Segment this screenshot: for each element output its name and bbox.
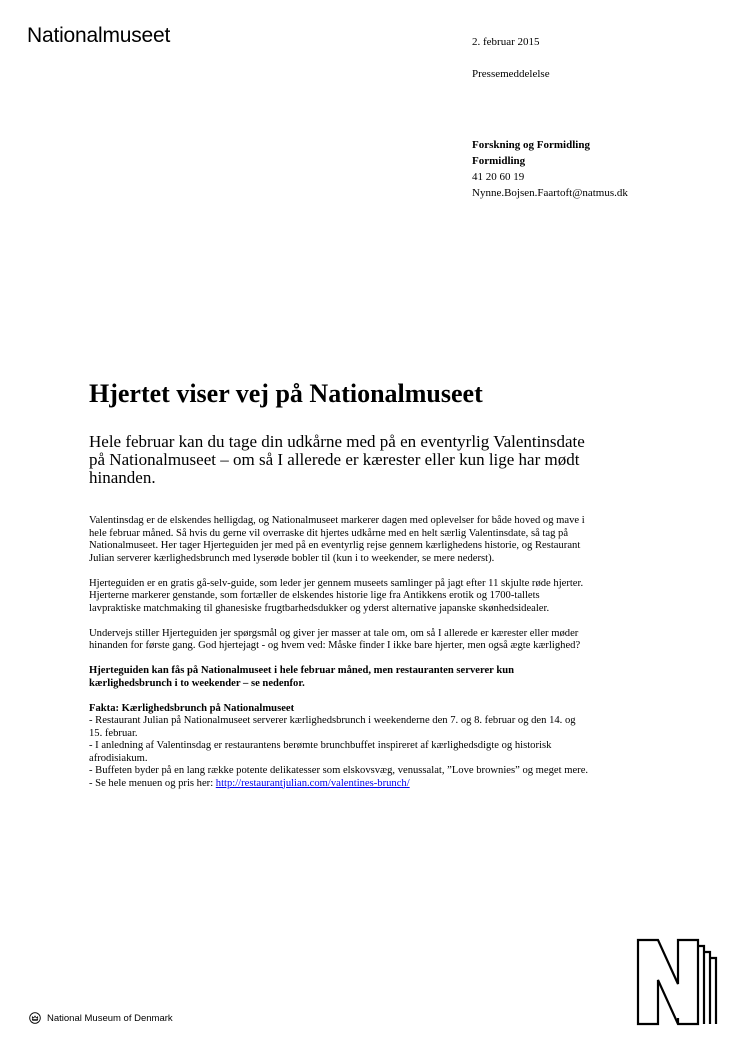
contact-unit: Formidling <box>472 155 526 167</box>
facts-heading: Fakta: Kærlighedsbrunch på Nationalmuseet <box>89 702 295 714</box>
contact-email: Nynne.Bojsen.Faartoft@natmus.dk <box>472 187 628 199</box>
article-title: Hjertet viser vej på Nationalmuseet <box>89 379 483 408</box>
body-paragraph: Undervejs stiller Hjerteguiden jer spørgsmål og giver jer masser at tale om, om så I allerede er kærester eller møder hinanden for første gang. God hjertejagt - og hvem ved: Måske finder I ikke bare hjerter, men også ægte kærlighed? <box>89 627 581 651</box>
document-type: Pressemeddelelse <box>472 68 550 80</box>
press-release-date: 2. februar 2015 <box>472 36 540 48</box>
contact-phone: 41 20 60 19 <box>472 171 525 183</box>
body-paragraph: Valentinsdag er de elskendes helligdag, og Nationalmuseet markerer dagen med oplevelser for både hoved og mave i hele februar måned. Så hvis du gerne vil overraske dit hjertes udkårne med en helt særlig Valentinsdate, så tag på Nationalmuseet. Her tager Hjerteguiden jer med på en eventyrlig rejse gennem kærlighedens historie, og Restaurant Julian serverer kærlighedsbrunch med lyserøde bobler til (kun i to weekender, se mere nederst). <box>89 515 585 564</box>
crown-emblem-icon <box>29 1012 41 1024</box>
contact-department: Forskning og Formidling <box>472 139 590 151</box>
n-logo-icon <box>636 938 720 1031</box>
facts-link-prefix: - Se hele menuen og pris her: <box>89 777 216 789</box>
body-paragraph: Hjerteguiden er en gratis gå-selv-guide, som leder jer gennem museets samlinger på jagt efter 11 skjulte røde hjerter. Hjerterne markerer genstande, som fortæller de elskendes historie lige fra Antikkens erotik og 1700-tallets lavpraktiske matchmaking til ghanesiske frugtbarhedsdukker og yderst alternative japanske skønhedsidealer. <box>89 577 584 614</box>
menu-link[interactable]: http://restaurantjulian.com/valentines-brunch/ <box>215 777 410 789</box>
facts-item: - I anledning af Valentinsdag er restaurantens berømte brunchbuffet inspireret af kærlighedsdigte og historisk afrodisiakum. <box>89 740 552 764</box>
footer-label: National Museum of Denmark <box>47 1012 173 1024</box>
facts-section <box>89 703 589 791</box>
facts-item: - Restaurant Julian på Nationalmuseet serverer kærlighedsbrunch i weekenderne den 7. og 8. februar og den 14. og 15. februar. <box>89 715 576 739</box>
facts-item <box>89 778 589 791</box>
contact-block <box>472 137 628 201</box>
nationalmuseet-logo: Nationalmuseet <box>27 24 171 47</box>
highlight-paragraph: Hjerteguiden kan fås på Nationalmuseet i hele februar måned, men restauranten serverer kun kærlighedsbrunch i to weekender – se nedenfor. <box>89 665 515 689</box>
article-lead: Hele februar kan du tage din udkårne med på en eventyrlig Valentinsdate på Nationalmuseet – om så I allerede er kærester eller kun lige har mødt hinanden. <box>89 432 585 487</box>
article-body <box>89 515 589 790</box>
footer <box>29 1012 173 1024</box>
facts-item: - Buffeten byder på en lang række potente delikatesser som elskovsvæg, venussalat, ”Love brownies” og meget mere. <box>89 765 589 776</box>
